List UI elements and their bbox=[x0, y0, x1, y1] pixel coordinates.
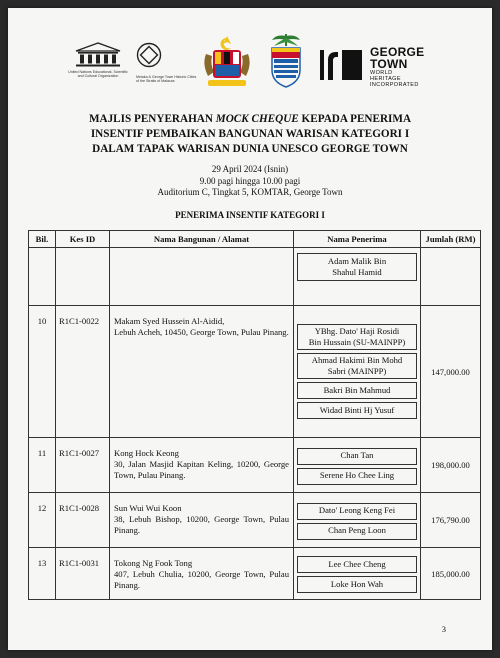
document-title bbox=[8, 112, 492, 157]
cell-kes-id bbox=[56, 248, 110, 306]
document-page bbox=[8, 8, 492, 650]
recipient-name-line: Lee Chee Cheng bbox=[328, 558, 386, 569]
recipient-name-box bbox=[297, 503, 417, 520]
cell-nama-bangunan bbox=[110, 493, 294, 548]
cell-jumlah: 185,000.00 bbox=[421, 548, 481, 600]
table-row bbox=[29, 248, 481, 306]
cell-bil bbox=[29, 248, 56, 306]
cell-nama-penerima bbox=[294, 438, 421, 493]
recipient-name-line: Loke Hon Wah bbox=[330, 578, 384, 589]
cell-jumlah: 198,000.00 bbox=[421, 438, 481, 493]
cell-kes-id: R1C1-0027 bbox=[56, 438, 110, 493]
building-address: 38, Lebuh Bishop, 10200, George Town, Pulau Pinang. bbox=[114, 514, 289, 535]
cell-bil: 10 bbox=[29, 306, 56, 438]
table-body bbox=[29, 248, 481, 600]
building-name: Sun Wui Wui Koon bbox=[114, 503, 182, 513]
header-logos bbox=[8, 22, 492, 92]
building-address: 407, Lebuh Chulia, 10200, George Town, Pulau Pinang. bbox=[114, 569, 289, 590]
recipient-name-box bbox=[297, 556, 417, 573]
cell-bil: 12 bbox=[29, 493, 56, 548]
recipient-name-box bbox=[297, 353, 417, 379]
cell-bil: 13 bbox=[29, 548, 56, 600]
recipient-name-line: Bin Hussain (SU-MAINPP) bbox=[308, 337, 406, 347]
event-date: 29 April 2024 (Isnin) bbox=[211, 164, 289, 174]
header-nama-bangunan: Nama Bangunan / Alamat bbox=[110, 231, 294, 248]
gtwhi-wordmark bbox=[370, 46, 424, 88]
unesco-temple-icon bbox=[72, 42, 124, 68]
recipient-name-box bbox=[297, 448, 417, 465]
cell-kes-id: R1C1-0031 bbox=[56, 548, 110, 600]
cell-kes-id: R1C1-0028 bbox=[56, 493, 110, 548]
title-line-1: MAJLIS PENYERAHAN MOCK CHEQUE KEPADA PENERIMA bbox=[88, 113, 412, 125]
header-kes-id: Kes ID bbox=[56, 231, 110, 248]
building-name: Kong Hock Keong bbox=[114, 448, 179, 458]
cell-nama-bangunan bbox=[110, 548, 294, 600]
recipient-name-line: Chan Peng Loon bbox=[328, 525, 386, 536]
recipient-name-line: Ahmad Hakimi Bin Mohd bbox=[311, 354, 403, 365]
world-heritage-emblem-icon bbox=[136, 42, 162, 68]
recipient-name-box bbox=[297, 324, 417, 350]
malaysia-coat-of-arms-icon bbox=[198, 34, 256, 95]
table-row bbox=[29, 493, 481, 548]
section-title: PENERIMA INSENTIF KATEGORI I bbox=[175, 210, 325, 220]
table-header-row bbox=[29, 231, 481, 248]
recipient-name-line: Dato' Leong Keng Fei bbox=[318, 505, 396, 516]
gt-sub-line2: HERITAGE bbox=[370, 76, 401, 82]
gtwhi-mark-icon bbox=[314, 44, 364, 84]
unesco-logo bbox=[68, 42, 128, 79]
event-details bbox=[8, 164, 492, 199]
event-time: 9.00 pagi hingga 10.00 pagi bbox=[199, 175, 301, 186]
recipient-name-line: YBhg. Dato' Haji Rosidi bbox=[314, 325, 400, 336]
event-venue: Auditorium C, Tingkat 5, KOMTAR, George Town bbox=[157, 187, 343, 197]
building-address: 30, Jalan Masjid Kapitan Keling, 10200, George Town, Pulau Pinang. bbox=[114, 459, 289, 480]
building-address: Lebuh Acheh, 10450, George Town, Pulau Pinang. bbox=[114, 327, 289, 337]
cell-nama-penerima bbox=[294, 306, 421, 438]
recipient-name-line: Chan Tan bbox=[340, 450, 374, 461]
recipient-name-box bbox=[297, 576, 417, 593]
recipient-name-box bbox=[297, 253, 417, 281]
recipient-name-line: Sabri (MAINPP) bbox=[327, 366, 387, 376]
cell-nama-penerima bbox=[294, 493, 421, 548]
unesco-caption: United Nations Educational, Scientific and Cultural Organization bbox=[68, 70, 128, 79]
penang-crest-icon bbox=[266, 32, 306, 95]
title-line-2: INSENTIF PEMBAIKAN BANGUNAN WARISAN KATEGORI I bbox=[90, 128, 410, 140]
table-row bbox=[29, 306, 481, 438]
gt-name-line2: TOWN bbox=[370, 57, 408, 71]
title-line-3: DALAM TAPAK WARISAN DUNIA UNESCO GEORGE TOWN bbox=[92, 143, 408, 155]
cell-nama-bangunan bbox=[110, 248, 294, 306]
building-name: Makam Syed Hussein Al-Aidid, bbox=[114, 316, 225, 326]
header-jumlah: Jumlah (RM) bbox=[421, 231, 481, 248]
cell-jumlah: 147,000.00 bbox=[421, 306, 481, 438]
george-town-whi-logo bbox=[314, 44, 444, 90]
recipients-table bbox=[28, 230, 481, 600]
gt-sub-line1: WORLD bbox=[370, 70, 393, 76]
recipient-name-box bbox=[297, 523, 417, 540]
recipient-name-line: Serene Ho Chee Ling bbox=[319, 470, 395, 481]
recipient-name-line: Shahul Hamid bbox=[332, 267, 382, 277]
world-heritage-caption: Melaka & George Town Historic Cities of the Straits of Malacca bbox=[136, 75, 197, 84]
header-bil: Bil. bbox=[29, 231, 56, 248]
cell-kes-id: R1C1-0022 bbox=[56, 306, 110, 438]
recipient-name-box bbox=[297, 402, 417, 419]
recipient-name-line: Widad Binti Hj Yusuf bbox=[319, 404, 395, 415]
recipient-name-line: Bakri Bin Mahmud bbox=[323, 384, 391, 395]
cell-jumlah: 176,790.00 bbox=[421, 493, 481, 548]
cell-nama-bangunan bbox=[110, 438, 294, 493]
world-heritage-logo bbox=[136, 42, 197, 84]
cell-bil: 11 bbox=[29, 438, 56, 493]
recipient-name-box bbox=[297, 468, 417, 485]
cell-nama-penerima bbox=[294, 248, 421, 306]
cell-nama-penerima bbox=[294, 548, 421, 600]
building-name: Tokong Ng Fook Tong bbox=[114, 558, 193, 568]
page-number: 3 bbox=[441, 624, 446, 634]
header-nama-penerima: Nama Penerima bbox=[294, 231, 421, 248]
recipient-name-line: Adam Malik Bin bbox=[327, 255, 387, 266]
table-row bbox=[29, 548, 481, 600]
table-row bbox=[29, 438, 481, 493]
gt-sub-line3: INCORPORATED bbox=[370, 82, 419, 88]
cell-jumlah bbox=[421, 248, 481, 306]
recipient-name-box bbox=[297, 382, 417, 399]
gt-name-line1: GEORGE bbox=[370, 45, 425, 59]
cell-nama-bangunan bbox=[110, 306, 294, 438]
title-italic: MOCK CHEQUE bbox=[215, 113, 299, 125]
